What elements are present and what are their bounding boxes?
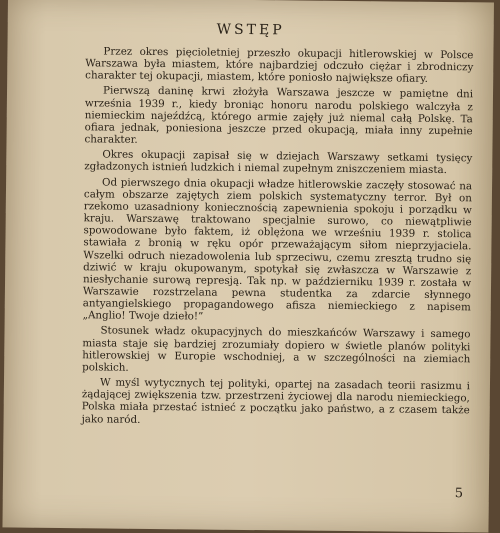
page-title: WSTĘP	[216, 21, 285, 39]
book-page	[2, 0, 494, 533]
paragraph: Przez okres pięcioletniej przeszło okupacji hitlerowskiej w Polsce Warszawa była miastem, które najbardziej odczuło ciężar i zbrodniczy charakter tej okupacji, miastem, które poniosło największe ofiary.	[85, 45, 474, 86]
body-text	[82, 45, 474, 432]
paragraph: W myśl wytycznych tej polityki, opartej na zasadach teorii rasizmu i żądającej zwiększenia tzw. przestrzeni życiowej dla narodu niemieckiego, Polska miała przestać istnieć z początku jako państwo, a z czasem także jako naród.	[81, 376, 471, 426]
paragraph: Stosunek władz okupacyjnych do mieszkańców Warszawy i samego miasta staje się bardziej zrozumiały dopiero w świetle planów polityki hitlerowskiej w Europie wschodniej, a w szczególności na ziemiach polskich.	[82, 324, 471, 374]
paragraph: Od pierwszego dnia okupacji władze hitlerowskie zaczęły stosować na całym obszarze zajętych ziem polskich systematyczny terror. Był on rzekomo uzasadniony koniecznością zapewnienia spokoju i porządku w kraju. Warszawę traktowano specjalnie surowo, co niewątpliwie spowodowane było faktem, iż oblężona we wrześniu 1939 r. stolica stawiała z bronią w ręku opór przeważającym siłom nieprzyjaciela. Wszelki odruch niezadowolenia lub sprzeciwu, czemu zresztą trudno się dziwić w kraju okupowanym, spotykał się zwłaszcza w Warszawie z niesłychanie surową represją. Tak np. w październiku 1939 r. została w Warszawie rozstrzelana pewna studentka za zdarcie słynnego antyangielskiego propagandowego afisza niemieckiego z napisem „Anglio! Twoje dzieło!”	[82, 176, 473, 323]
paragraph: Pierwszą daninę krwi złożyła Warszawa jeszcze w pamiętne dni września 1939 r., kiedy broniąc honoru narodu polskiego walczyła z niemieckim najeźdźcą, którego armie zajęły już niemal całą Polskę. Ta ofiara jednak, poniesiona jeszcze przed okupacją, miała inny zupełnie charakter.	[84, 84, 474, 146]
page-number: 5	[454, 486, 464, 502]
paragraph: Okres okupacji zapisał się w dziejach Warszawy setkami tysięcy zgładzonych istnień ludzkich i niemal zupełnym zniszczeniem miasta.	[84, 148, 473, 177]
